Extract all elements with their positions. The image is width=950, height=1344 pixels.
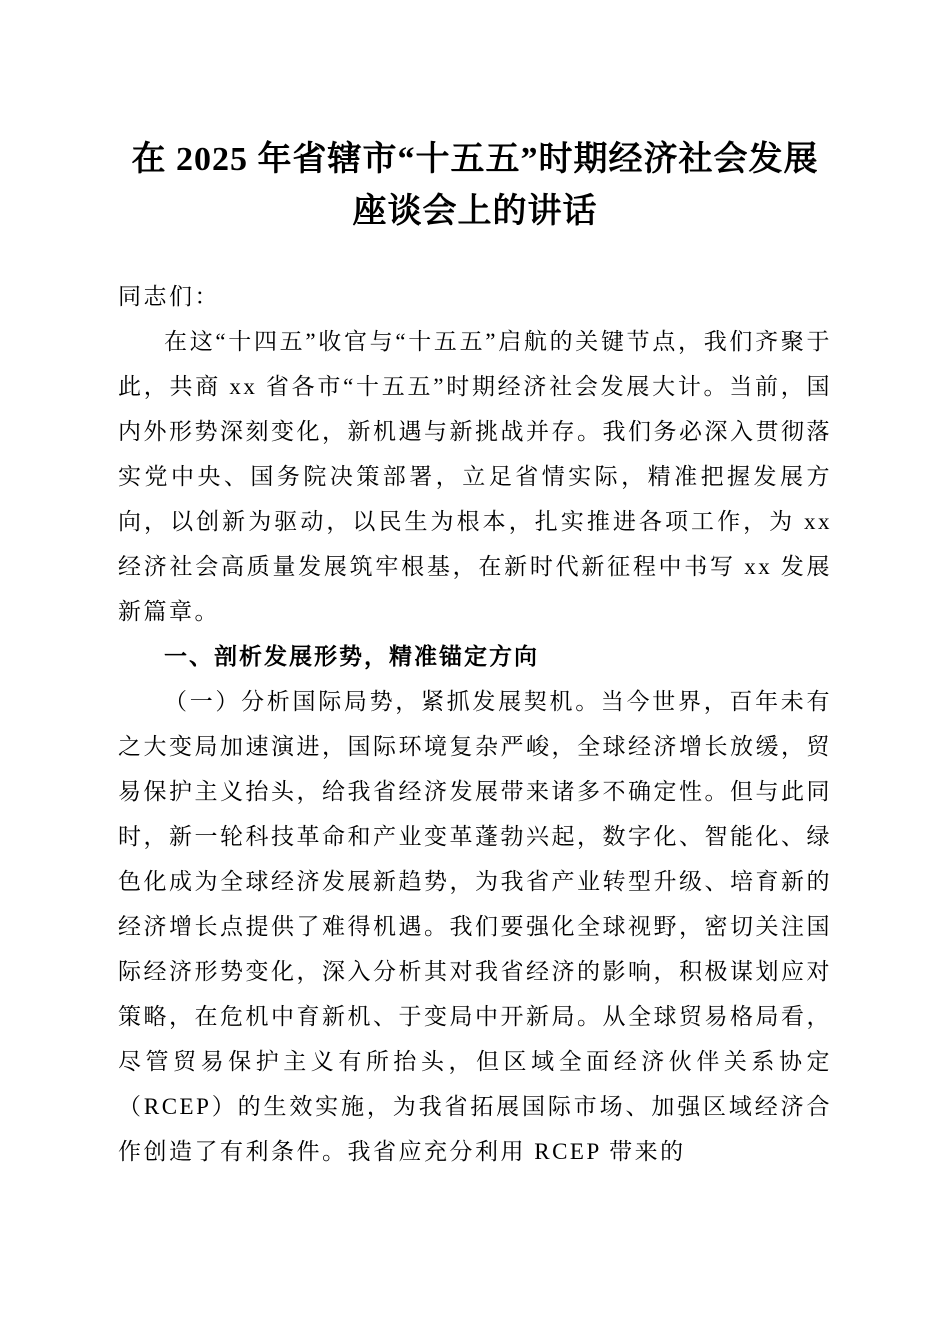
- intro-paragraph: 在这“十四五”收官与“十五五”启航的关键节点，我们齐聚于此，共商 xx 省各市“十五五”时期经济社会发展大计。当前，国内外形势深刻变化，新机遇与新挑战并存。我们务必深入贯彻落实党中央、国务院决策部署，立足省情实际，精准把握发展方向，以创新为驱动，以民生为根本，扎实推进各项工作，为 xx 经济社会高质量发展筑牢根基，在新时代新征程中书写 xx 发展新篇章。: [118, 329, 832, 624]
- subsection-paragraph-1: [118, 679, 832, 1174]
- section-heading-1: 一、剖析发展形势，精准锚定方向: [164, 643, 539, 669]
- salutation: 同志们：: [118, 284, 220, 309]
- document-title: 在 2025 年省辖市“十五五”时期经济社会发展座谈会上的讲话: [131, 141, 819, 230]
- subsection-body-text: 当今世界，百年未有之大变局加速演进，国际环境复杂严峻，全球经济增长放缓，贸易保护主义抬头，给我省经济发展带来诸多不确定性。但与此同时，新一轮科技革命和产业变革蓬勃兴起，数字化、智能化、绿色化成为全球经济发展新趋势，为我省产业转型升级、培育新的经济增长点提供了难得机遇。我们要强化全球视野，密切关注国际经济形势变化，深入分析其对我省经济的影响，积极谋划应对策略，在危机中育新机、于变局中开新局。从全球贸易格局看，尽管贸易保护主义有所抬头，但区域全面经济伙伴关系协定（RCEP）的生效实施，为我省拓展国际市场、加强区域经济合作创造了有利条件。我省应充分利用 RCEP 带来的: [118, 689, 833, 1164]
- subsection-lead-in: （一）分析国际局势，紧抓发展契机。: [164, 689, 601, 714]
